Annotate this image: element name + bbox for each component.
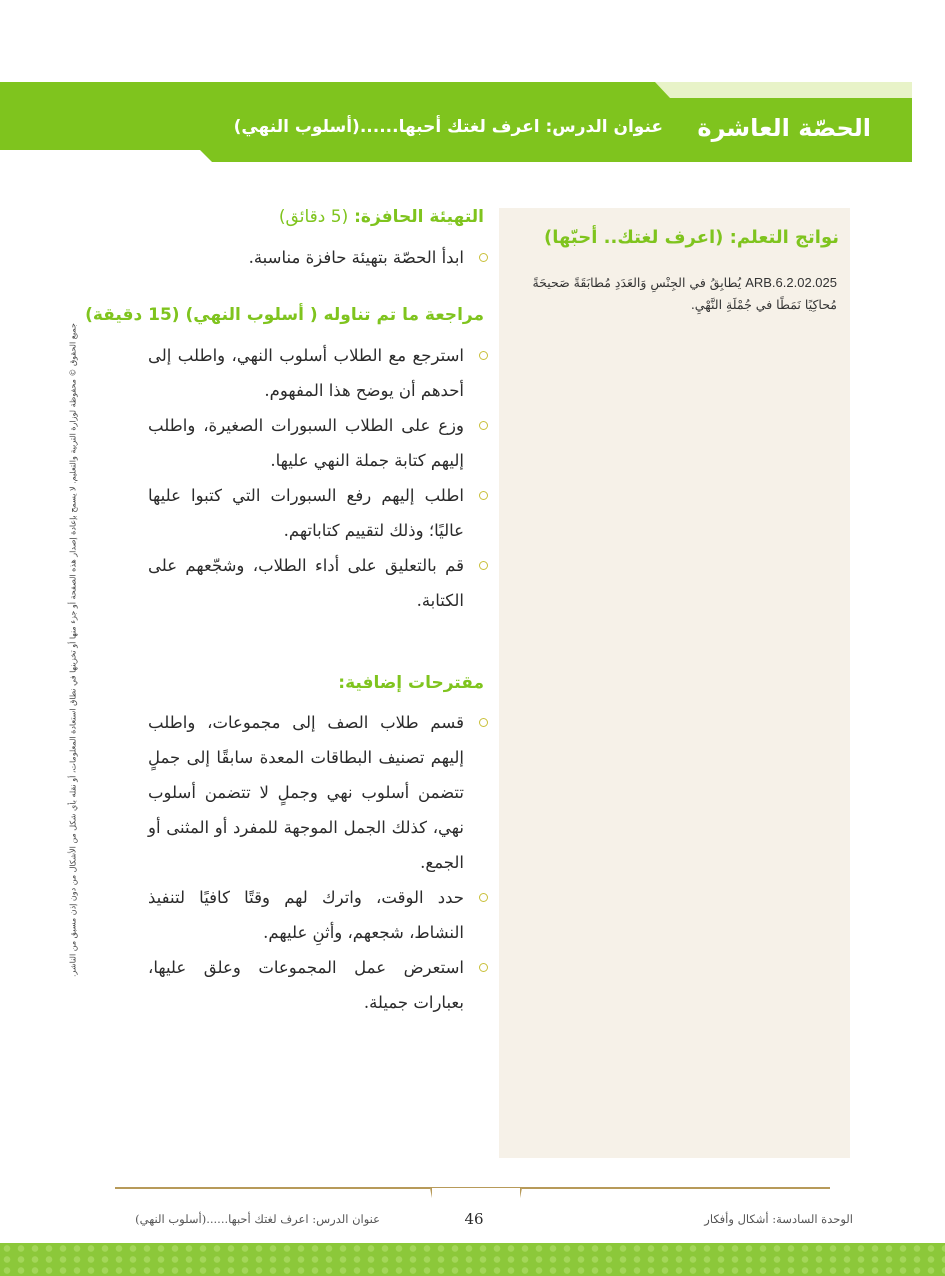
bullet-icon <box>479 561 488 570</box>
list-item: استعرض عمل المجموعات وعلق عليها، بعبارات جميلة. <box>148 950 488 1020</box>
warmup-heading-label: التهيئة الحافزة: <box>354 207 484 227</box>
review-list <box>148 338 488 618</box>
outcome-text <box>507 272 837 316</box>
copyright-notice: جميع الحقوق © محفوظة لوزارة التربية والتعليم. لا يسمح بإعادة إصدار هذه الصفحة أو جزء منها أو تخزينها في نطاق استعادة المعلومات، أو نقله بأي شكل من الأشكال من دون إذن مسبق من الناشر. <box>68 323 78 977</box>
list-item: قم بالتعليق على أداء الطلاب، وشجّعهم على الكتابة. <box>148 548 488 618</box>
outcomes-panel <box>499 208 850 1158</box>
bullet-icon <box>479 421 488 430</box>
outcomes-heading: نواتج التعلم: (اعرف لغتك.. أحبّها) <box>544 227 839 248</box>
suggestions-heading: مقترحات إضافية: <box>338 673 484 693</box>
list-item: استرجع مع الطلاب أسلوب النهي، واطلب إلى أحدهم أن يوضح هذا المفهوم. <box>148 338 488 408</box>
warmup-heading <box>279 207 484 227</box>
outcome-code: ARB.6.2.02.025 <box>745 275 837 290</box>
bottom-pattern-band <box>0 1243 945 1276</box>
list-item: وزع على الطلاب السبورات الصغيرة، واطلب إليهم كتابة جملة النهي عليها. <box>148 408 488 478</box>
page-number: 46 <box>464 1210 484 1228</box>
review-heading: مراجعة ما تم تناوله ( أسلوب النهي) (15 دقيقة) <box>85 305 484 325</box>
warmup-duration: (5 دقائق) <box>278 207 349 227</box>
bullet-icon <box>479 491 488 500</box>
footer-lesson-title: عنوان الدرس: اعرف لغتك أحبها......(أسلوب النهي) <box>135 1212 380 1226</box>
bullet-icon <box>479 718 488 727</box>
list-item: حدد الوقت، واترك لهم وقتًا كافيًا لتنفيذ النشاط، شجعهم، وأثنِ عليهم. <box>148 880 488 950</box>
suggestions-list <box>148 705 488 1020</box>
warmup-list <box>148 240 488 275</box>
list-item: ابدأ الحصّة بتهيئة حافزة مناسبة. <box>148 240 488 275</box>
bullet-icon <box>479 893 488 902</box>
lesson-title: عنوان الدرس: اعرف لغتك أحبها......(أسلوب النهي) <box>233 117 663 137</box>
list-item: اطلب إليهم رفع السبورات التي كتبوا عليها عاليًا؛ وذلك لتقييم كتاباتهم. <box>148 478 488 548</box>
list-item: قسم طلاب الصف إلى مجموعات، واطلب إليهم تصنيف البطاقات المعدة سابقًا إلى جملٍ تتضمن أسلوب نهي وجملٍ لا تتضمن أسلوب نهي، كذلك الجمل الموجهة للمفرد أو المثنى أو الجمع. <box>148 705 488 880</box>
bullet-icon <box>479 253 488 262</box>
bullet-icon <box>479 963 488 972</box>
outcome-description: يُطابِقُ في الجِنْسِ وَالعَدَدِ مُطابَقَةً صَحيحَةً مُحاكِيًا نَمَطًا في جُمْلَةِ النَّهْيِ. <box>532 275 837 312</box>
lesson-label: الحصّة العاشرة <box>697 114 871 142</box>
footer-unit-title: الوحدة السادسة: أشكال وأفكار <box>704 1212 853 1226</box>
bullet-icon <box>479 351 488 360</box>
